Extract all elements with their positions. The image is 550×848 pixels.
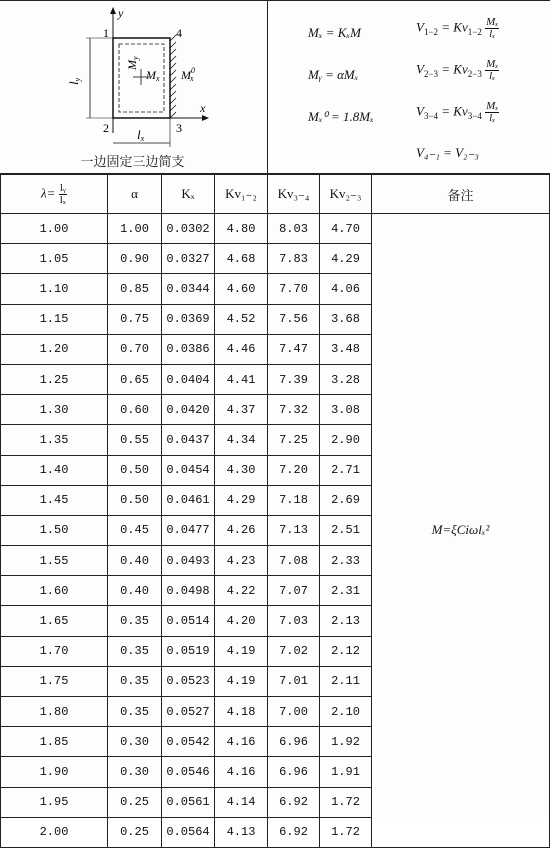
cell-kx: 0.0519 xyxy=(162,636,215,666)
cell-kv23: 2.90 xyxy=(320,425,372,455)
cell-alpha: 0.50 xyxy=(108,455,162,485)
plate-diagram xyxy=(0,1,266,151)
table-header-block xyxy=(0,0,550,174)
cell-kv23: 2.51 xyxy=(320,515,372,545)
cell-kv23: 2.33 xyxy=(320,546,372,576)
cell-kv34: 7.47 xyxy=(268,334,320,364)
frac-v34: $\frac{\text{Mₓ}}{\text{lₓ}}$ xyxy=(486,100,499,124)
cell-alpha: 0.25 xyxy=(108,817,162,847)
lx-dimension-label: lx xyxy=(137,127,145,143)
header-kv34: Kv₃₋₄ xyxy=(268,175,320,214)
cell-kx: 0.0564 xyxy=(162,817,215,847)
moment-mx0-label: $M^0$ x xyxy=(181,66,195,83)
cell-kv12: 4.52 xyxy=(215,304,268,334)
cell-kx: 0.0527 xyxy=(162,697,215,727)
plate-diagram-panel xyxy=(0,1,268,174)
cell-kv23: 2.69 xyxy=(320,485,372,515)
formula-my: Mᵧ = αMₓ xyxy=(308,67,359,82)
cell-kv34: 7.83 xyxy=(268,244,320,274)
cell-kx: 0.0437 xyxy=(162,425,215,455)
cell-kv12: 4.29 xyxy=(215,485,268,515)
x-axis-label: x xyxy=(200,101,206,115)
cell-lambda: 1.55 xyxy=(1,546,108,576)
cell-lambda: 1.85 xyxy=(1,727,108,757)
header-kv23: Kv₂₋₃ xyxy=(320,175,372,214)
cell-lambda: 1.75 xyxy=(1,666,108,696)
cell-kv12: 4.22 xyxy=(215,576,268,606)
cell-kv34: 7.07 xyxy=(268,576,320,606)
cell-lambda: 1.25 xyxy=(1,364,108,394)
cell-kv12: 4.80 xyxy=(215,214,268,244)
header-kx: Kₓ xyxy=(162,175,215,214)
cell-kx: 0.0454 xyxy=(162,455,215,485)
cell-kv12: 4.16 xyxy=(215,757,268,787)
cell-lambda: 1.10 xyxy=(1,274,108,304)
cell-lambda: 1.20 xyxy=(1,334,108,364)
cell-kv34: 7.56 xyxy=(268,304,320,334)
cell-alpha: 0.50 xyxy=(108,485,162,515)
cell-alpha: 0.45 xyxy=(108,515,162,545)
cell-kv12: 4.19 xyxy=(215,636,268,666)
cell-lambda: 1.60 xyxy=(1,576,108,606)
note-cell: M=ξCiωlₓ² xyxy=(372,214,550,848)
cell-kx: 0.0369 xyxy=(162,304,215,334)
cell-kv23: 2.10 xyxy=(320,697,372,727)
formula-mx: Mₓ = KₓM xyxy=(308,25,361,40)
cell-kv23: 3.48 xyxy=(320,334,372,364)
formula-v34: $V_{3-4} = Kv_{3-4}$ $\frac{\text{Mₓ}}{\text{lₓ}}$ xyxy=(416,100,499,124)
cell-kv23: 2.13 xyxy=(320,606,372,636)
cell-alpha: 0.30 xyxy=(108,727,162,757)
diagram-caption: 一边固定三边简支 xyxy=(80,155,185,170)
plate-outline xyxy=(113,38,170,118)
cell-kv12: 4.13 xyxy=(215,817,268,847)
cell-kv12: 4.20 xyxy=(215,606,268,636)
formula-panel xyxy=(268,1,550,174)
cell-kx: 0.0561 xyxy=(162,787,215,817)
cell-kv12: 4.16 xyxy=(215,727,268,757)
cell-kv12: 4.18 xyxy=(215,697,268,727)
cell-alpha: 0.35 xyxy=(108,636,162,666)
cell-lambda: 1.05 xyxy=(1,244,108,274)
cell-kv12: 4.26 xyxy=(215,515,268,545)
cell-kv23: 2.12 xyxy=(320,636,372,666)
cell-kv34: 7.20 xyxy=(268,455,320,485)
cell-alpha: 0.40 xyxy=(108,576,162,606)
cell-kv23: 3.28 xyxy=(320,364,372,394)
cell-alpha: 0.35 xyxy=(108,666,162,696)
cell-kv34: 7.70 xyxy=(268,274,320,304)
cell-kx: 0.0542 xyxy=(162,727,215,757)
cell-kx: 0.0523 xyxy=(162,666,215,696)
cell-kv23: 4.70 xyxy=(320,214,372,244)
cell-kv12: 4.68 xyxy=(215,244,268,274)
cell-lambda: 1.65 xyxy=(1,606,108,636)
cell-alpha: 0.55 xyxy=(108,425,162,455)
cell-alpha: 0.35 xyxy=(108,606,162,636)
moment-my-label: My xyxy=(125,56,140,70)
cell-kv34: 6.92 xyxy=(268,817,320,847)
cell-lambda: 1.15 xyxy=(1,304,108,334)
cell-lambda: 1.70 xyxy=(1,636,108,666)
cell-kv12: 4.37 xyxy=(215,395,268,425)
formula-v23: $V_{2-3} = Kv_{2-3}$ $\frac{\text{Mₓ}}{\text{lₓ}}$ xyxy=(416,58,499,82)
cell-kx: 0.0386 xyxy=(162,334,215,364)
cell-kx: 0.0477 xyxy=(162,515,215,545)
cell-kv34: 7.01 xyxy=(268,666,320,696)
table-row xyxy=(1,214,550,244)
cell-alpha: 1.00 xyxy=(108,214,162,244)
header-lambda: λ= $\frac{\text{lᵧ}}{\text{lₓ}}$ xyxy=(1,175,108,214)
ly-dimension-label: ly xyxy=(66,77,82,85)
cell-alpha: 0.75 xyxy=(108,304,162,334)
cell-lambda: 1.40 xyxy=(1,455,108,485)
moment-mx-label: Mx xyxy=(146,68,160,83)
cell-kv23: 2.11 xyxy=(320,666,372,696)
cell-kv34: 7.02 xyxy=(268,636,320,666)
cell-kv23: 1.92 xyxy=(320,727,372,757)
cell-kv34: 7.00 xyxy=(268,697,320,727)
cell-kv34: 7.13 xyxy=(268,515,320,545)
cell-kv34: 7.25 xyxy=(268,425,320,455)
cell-alpha: 0.65 xyxy=(108,364,162,394)
cell-kv34: 6.92 xyxy=(268,787,320,817)
cell-alpha: 0.60 xyxy=(108,395,162,425)
y-axis-arrow xyxy=(110,7,116,14)
cell-kv34: 7.18 xyxy=(268,485,320,515)
cell-alpha: 0.70 xyxy=(108,334,162,364)
y-axis-label: y xyxy=(118,6,124,20)
frac-v12: $\frac{\text{Mₓ}}{\text{lₓ}}$ xyxy=(486,16,499,40)
cell-kv23: 3.68 xyxy=(320,304,372,334)
cell-kx: 0.0461 xyxy=(162,485,215,515)
frac-lambda: $\frac{\text{lᵧ}}{\text{lₓ}}$ xyxy=(59,181,66,206)
cell-kv23: 1.72 xyxy=(320,787,372,817)
cell-kx: 0.0493 xyxy=(162,546,215,576)
corner-2-label: 2 xyxy=(103,121,109,135)
formula-v12: $V_{1-2} = Kv_{1-2}$ $\frac{\text{Mₓ}}{\text{lₓ}}$ xyxy=(416,16,499,40)
frac-v23: $\frac{\text{Mₓ}}{\text{lₓ}}$ xyxy=(486,58,499,82)
cell-lambda: 1.45 xyxy=(1,485,108,515)
cell-kv34: 8.03 xyxy=(268,214,320,244)
cell-kx: 0.0404 xyxy=(162,364,215,394)
cell-kv23: 2.31 xyxy=(320,576,372,606)
cell-kv23: 1.72 xyxy=(320,817,372,847)
header-kv12: Kv₁₋₂ xyxy=(215,175,268,214)
cell-kv23: 3.08 xyxy=(320,395,372,425)
cell-alpha: 0.30 xyxy=(108,757,162,787)
cell-kv34: 6.96 xyxy=(268,757,320,787)
cell-lambda: 1.50 xyxy=(1,515,108,545)
cell-kx: 0.0514 xyxy=(162,606,215,636)
cell-alpha: 0.35 xyxy=(108,697,162,727)
x-axis-arrow xyxy=(202,115,209,121)
cell-kx: 0.0498 xyxy=(162,576,215,606)
formula-mx0: Mₓ⁰ = 1.8Mₓ xyxy=(308,109,374,124)
cell-kv23: 4.29 xyxy=(320,244,372,274)
cell-kx: 0.0546 xyxy=(162,757,215,787)
cell-kv34: 7.39 xyxy=(268,364,320,394)
cell-kv12: 4.23 xyxy=(215,546,268,576)
cell-kv34: 7.32 xyxy=(268,395,320,425)
cell-kx: 0.0344 xyxy=(162,274,215,304)
cell-kv34: 7.08 xyxy=(268,546,320,576)
cell-kv12: 4.30 xyxy=(215,455,268,485)
cell-kv34: 7.03 xyxy=(268,606,320,636)
cell-lambda: 2.00 xyxy=(1,817,108,847)
cell-kv12: 4.46 xyxy=(215,334,268,364)
cell-kx: 0.0327 xyxy=(162,244,215,274)
cell-alpha: 0.85 xyxy=(108,274,162,304)
formula-v41: V₄₋₁ = V₂₋₃ xyxy=(416,145,479,160)
cell-alpha: 0.25 xyxy=(108,787,162,817)
cell-kx: 0.0420 xyxy=(162,395,215,425)
cell-lambda: 1.00 xyxy=(1,214,108,244)
cell-lambda: 1.30 xyxy=(1,395,108,425)
cell-lambda: 1.90 xyxy=(1,757,108,787)
cell-kv12: 4.41 xyxy=(215,364,268,394)
fixed-edge-hatch xyxy=(170,35,176,118)
cell-kv12: 4.19 xyxy=(215,666,268,696)
coefficient-table xyxy=(0,174,550,848)
corner-3-label: 3 xyxy=(176,121,182,135)
cell-alpha: 0.90 xyxy=(108,244,162,274)
cell-kv12: 4.14 xyxy=(215,787,268,817)
cell-lambda: 1.35 xyxy=(1,425,108,455)
cell-alpha: 0.40 xyxy=(108,546,162,576)
cell-kx: 0.0302 xyxy=(162,214,215,244)
cell-kv34: 6.96 xyxy=(268,727,320,757)
table-body xyxy=(1,214,550,848)
cell-kv12: 4.34 xyxy=(215,425,268,455)
header-alpha: α xyxy=(108,175,162,214)
cell-lambda: 1.95 xyxy=(1,787,108,817)
corner-4-label: 4 xyxy=(176,26,182,40)
corner-1-label: 1 xyxy=(103,26,109,40)
cell-kv23: 4.06 xyxy=(320,274,372,304)
cell-kv23: 1.91 xyxy=(320,757,372,787)
table-header-row xyxy=(1,175,550,214)
cell-kv23: 2.71 xyxy=(320,455,372,485)
cell-lambda: 1.80 xyxy=(1,697,108,727)
header-note: 备注 xyxy=(372,175,550,214)
cell-kv12: 4.60 xyxy=(215,274,268,304)
